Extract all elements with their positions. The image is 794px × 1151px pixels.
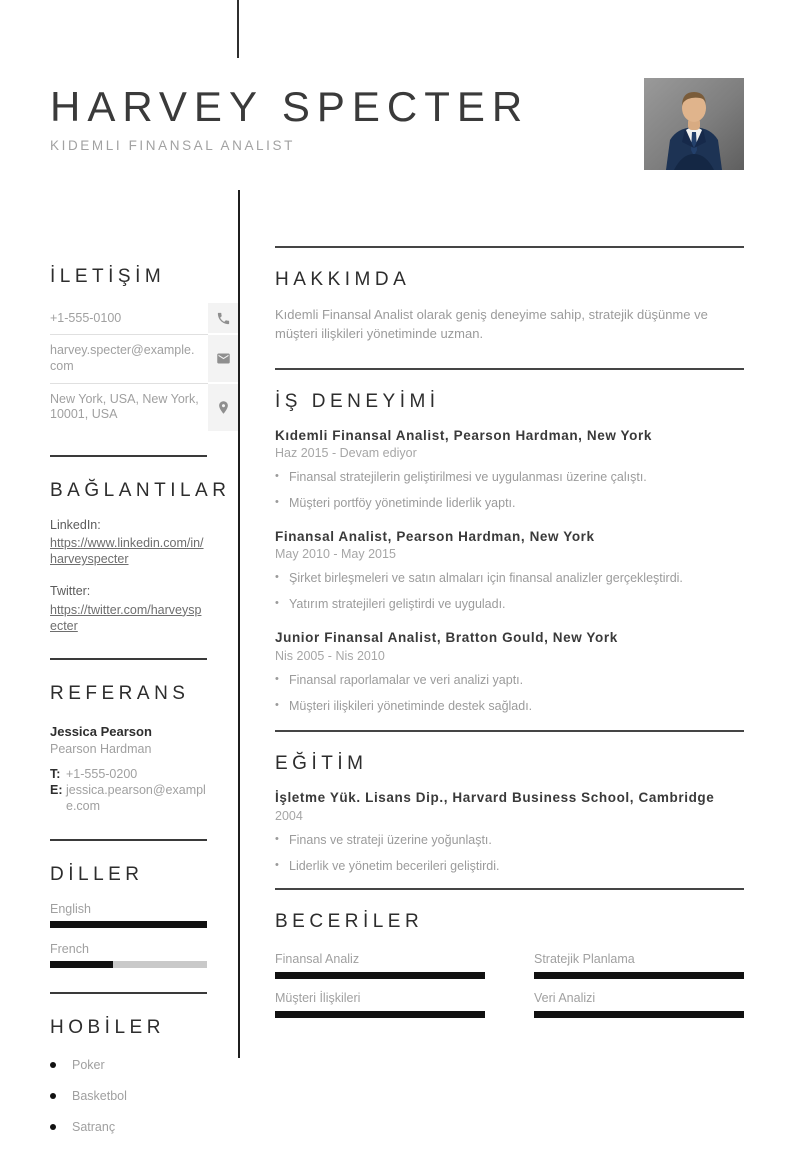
- job-entry: [275, 427, 744, 512]
- section-rule: [275, 730, 744, 732]
- languages-heading: DİLLER: [50, 863, 144, 885]
- hobby-label: Poker: [72, 1058, 105, 1073]
- job-dates: Haz 2015 - Devam ediyor: [275, 446, 417, 461]
- skill-name: Veri Analizi: [534, 991, 596, 1006]
- contact-value: New York, USA, New York, 10001, USA: [50, 391, 199, 422]
- skill-name: Müşteri İlişkileri: [275, 991, 361, 1006]
- education-year: 2004: [275, 808, 303, 823]
- job-dates: May 2010 - May 2015: [275, 547, 396, 562]
- job-title: Finansal Analist, Pearson Hardman, New York: [275, 528, 595, 544]
- main-column: [275, 246, 744, 1028]
- links-section: [50, 479, 231, 634]
- language-level-bar: [50, 921, 207, 928]
- skill-item: [275, 952, 485, 979]
- experience-section: [275, 390, 744, 715]
- education-entry: [275, 789, 744, 874]
- contact-value: harvey.specter@example.com: [50, 335, 208, 383]
- job-bullets: [275, 469, 744, 512]
- reference-phone-row: [50, 766, 207, 782]
- bullet-dot-icon: •: [275, 495, 279, 508]
- section-rule: [275, 888, 744, 890]
- job-dates: Nis 2005 - Nis 2010: [275, 648, 385, 663]
- education-bullets: [275, 832, 744, 875]
- contact-icon-cell: [208, 335, 238, 383]
- hobby-label: Basketbol: [72, 1089, 127, 1104]
- reference-section: [50, 682, 207, 815]
- person-name: HARVEY SPECTER: [50, 83, 530, 130]
- job-bullet: [275, 596, 744, 613]
- portrait-illustration: [644, 78, 744, 170]
- language-item: [50, 902, 207, 928]
- sidebar: [50, 265, 238, 1151]
- column-divider: [238, 190, 240, 1058]
- job-entry: [275, 629, 744, 714]
- bullet-text: Şirket birleşmeleri ve satın almaları için finansal analizler gerçekleştirdi.: [289, 571, 683, 586]
- language-name: French: [50, 942, 89, 957]
- reference-name: Jessica Pearson: [50, 723, 152, 739]
- skill-level-bar: [275, 1011, 485, 1018]
- education-section: [275, 752, 744, 874]
- job-bullet: [275, 672, 744, 689]
- bullet-text: Müşteri ilişkileri yönetiminde destek sağladı.: [289, 698, 533, 713]
- language-item: [50, 942, 207, 968]
- link-url[interactable]: https://www.linkedin.com/in/harveyspecter: [50, 535, 204, 567]
- education-bullet: [275, 858, 744, 875]
- profile-photo: [644, 78, 744, 170]
- resume-header: [50, 84, 610, 153]
- sidebar-rule: [50, 658, 207, 660]
- language-level-track: [50, 961, 207, 968]
- bullet-text: Finansal raporlamalar ve veri analizi yaptı.: [289, 672, 524, 687]
- languages-list: [50, 902, 207, 968]
- sidebar-rule: [50, 455, 207, 457]
- education-degree: İşletme Yük. Lisans Dip., Harvard Business School, Cambridge: [275, 790, 715, 806]
- job-bullet: [275, 495, 744, 512]
- bullet-text: Yatırım stratejileri geliştirdi ve uyguladı.: [289, 597, 506, 612]
- contact-heading: İLETİŞİM: [50, 266, 166, 287]
- phone-icon: [216, 311, 231, 326]
- job-bullet: [275, 469, 744, 486]
- languages-section: [50, 863, 207, 969]
- link-url[interactable]: https://twitter.com/harveyspecter: [50, 602, 202, 633]
- bullet-dot-icon: [50, 1124, 56, 1130]
- sidebar-rule: [50, 992, 207, 994]
- hobbies-heading: HOBİLER: [50, 1017, 165, 1039]
- bullet-dot-icon: •: [275, 858, 279, 871]
- sidebar-rule: [50, 839, 207, 841]
- section-rule: [275, 246, 744, 248]
- contact-icon-cell: [208, 303, 238, 336]
- contact-icon-cell: [208, 384, 238, 431]
- reference-company: Pearson Hardman: [50, 741, 152, 756]
- language-level-bar: [50, 961, 113, 968]
- bullet-text: Müşteri portföy yönetiminde liderlik yaptı.: [289, 495, 516, 510]
- skill-item: [534, 952, 744, 979]
- skill-name: Finansal Analiz: [275, 952, 360, 967]
- skill-item: [534, 991, 744, 1018]
- skill-name: Stratejik Planlama: [534, 952, 635, 967]
- skill-level-bar: [275, 972, 485, 979]
- hobby-item: [50, 1089, 207, 1103]
- contact-row: [50, 384, 238, 431]
- job-title: Junior Finansal Analist, Bratton Gould, New York: [275, 630, 618, 646]
- contact-row: [50, 335, 238, 383]
- bullet-dot-icon: •: [275, 470, 279, 483]
- education-bullet: [275, 832, 744, 849]
- job-bullets: [275, 570, 744, 613]
- link-item: [50, 583, 207, 634]
- language-level-track: [50, 921, 207, 928]
- hobbies-list: [50, 1058, 207, 1134]
- section-rule: [275, 368, 744, 370]
- phone-label: T:: [50, 766, 61, 781]
- location-pin-icon: [216, 400, 231, 415]
- link-label: Twitter:: [50, 584, 91, 599]
- bullet-dot-icon: •: [275, 597, 279, 610]
- bullet-dot-icon: •: [275, 832, 279, 845]
- about-heading: HAKKIMDA: [275, 269, 411, 290]
- experience-heading: İŞ DENEYİMİ: [275, 390, 440, 412]
- hobbies-section: [50, 1016, 207, 1134]
- bullet-text: Finans ve strateji üzerine yoğunlaştı.: [289, 832, 492, 847]
- link-item: [50, 517, 207, 568]
- skills-grid: [275, 952, 744, 1028]
- bullet-text: Finansal stratejilerin geliştirilmesi ve uygulanması üzerine çalıştı.: [289, 470, 647, 485]
- about-section: [275, 268, 744, 344]
- about-text: Kıdemli Finansal Analist olarak geniş deneyime sahip, stratejik düşünme ve müşteri ilişkileri yönetiminde uzman.: [275, 306, 708, 342]
- contact-list: [50, 303, 238, 431]
- links-heading: BAĞLANTILAR: [50, 479, 231, 501]
- links-list: [50, 517, 207, 635]
- skills-heading: BECERİLER: [275, 911, 424, 933]
- hobby-label: Satranç: [72, 1120, 116, 1135]
- contact-section: [50, 265, 238, 431]
- job-entry: [275, 528, 744, 613]
- job-bullets: [275, 672, 744, 715]
- bullet-dot-icon: [50, 1093, 56, 1099]
- skill-item: [275, 991, 485, 1018]
- mail-icon: [216, 351, 231, 366]
- education-heading: EĞİTİM: [275, 753, 368, 775]
- bullet-text: Liderlik ve yönetim becerileri geliştirdi.: [289, 858, 500, 873]
- bullet-dot-icon: •: [275, 672, 279, 685]
- reference-email: jessica.pearson@example.com: [66, 783, 206, 814]
- job-list: [275, 427, 744, 715]
- header-divider-tick: [237, 0, 239, 58]
- bullet-dot-icon: •: [275, 698, 279, 711]
- reference-heading: REFERANS: [50, 683, 190, 705]
- job-bullet: [275, 698, 744, 715]
- job-title: Kıdemli Finansal Analist, Pearson Hardman, New York: [275, 427, 652, 443]
- job-bullet: [275, 570, 744, 587]
- skills-section: [275, 910, 744, 1028]
- person-job-title: KIDEMLI FINANSAL ANALIST: [50, 138, 295, 154]
- bullet-dot-icon: [50, 1062, 56, 1068]
- email-label: E:: [50, 783, 63, 798]
- reference-email-row: [50, 782, 207, 815]
- contact-value: +1-555-0100: [50, 303, 208, 336]
- skill-level-bar: [534, 1011, 744, 1018]
- link-label: LinkedIn:: [50, 517, 101, 532]
- contact-row: [50, 303, 238, 336]
- reference-phone: +1-555-0200: [66, 766, 138, 781]
- skill-level-bar: [534, 972, 744, 979]
- bullet-dot-icon: •: [275, 571, 279, 584]
- hobby-item: [50, 1120, 207, 1134]
- hobby-item: [50, 1058, 207, 1072]
- language-name: English: [50, 902, 91, 917]
